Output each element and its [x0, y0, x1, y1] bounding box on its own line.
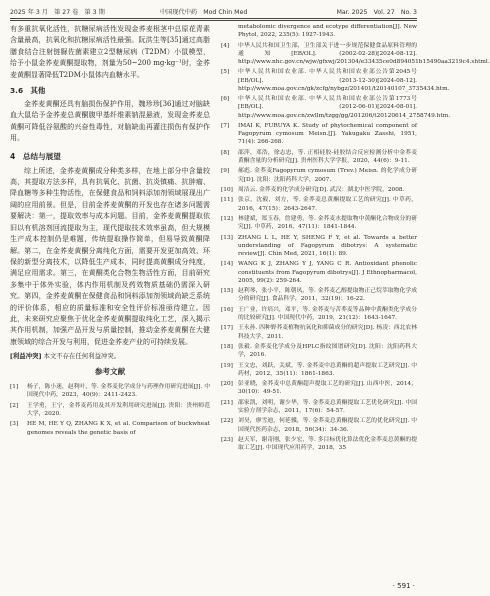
reference-number: [22]	[221, 418, 233, 425]
reference-number: [20]	[221, 381, 233, 388]
reference-number: [13]	[221, 234, 233, 241]
section-heading-3-6: 3.6 其他	[10, 86, 46, 96]
reference-text: 中华人民共和国农业部. 中华人民共和国农业部公告第1773号[EB/OL]. (2012-06-01)[2024-08-01]. http://www.moa.gov.cn/zwllm/tzgg/gg/201206/t20120614_2758749.htm.	[238, 96, 451, 119]
reference-number: [19]	[221, 362, 233, 369]
reference-item	[221, 167, 417, 183]
reference-text: 张毅. 金荞麦化学成分及HPLC指纹图谱研究[D]. 沈阳：沈阳药科大学，2016.	[238, 343, 417, 359]
reference-text: 刘昊，廖雪迪，何延骥，等. 金荞麦总黄酮提取工艺的优化研究[J]. 中国现代医药杂志，2018，56(34)：34-36.	[238, 418, 417, 433]
reference-item	[221, 68, 450, 93]
reference-text: 邵家凯，刘明，谢少华，等. 金荞麦总黄酮提取工艺优化研究[J]. 中国实验方剂学杂志，2011，17(6)：54-57.	[238, 399, 417, 414]
reference-number: [7]	[221, 122, 230, 129]
reference-number: [3]	[10, 421, 19, 428]
reference-number: [12]	[221, 215, 233, 222]
reference-text: 王文忠，刘跃，关斌，等. 金荞麦中总黄酮的超声提取工艺研究[J]. 中药材，2012，35(11)：1861-1863.	[238, 362, 417, 377]
reference-item	[10, 402, 210, 418]
reference-item	[221, 380, 417, 396]
reference-item	[221, 186, 417, 194]
reference-text: 邵萍，邓浩，徐志忠，等. 正相硅胶-硅胶结合反应检测分析中金荞麦黄酮含量的分析研究[J]. 贵州医科大学学报，2020，44(6)：9-11.	[238, 149, 417, 164]
reference-number: [6]	[221, 96, 230, 103]
reference-number: [14]	[221, 261, 233, 268]
reference-text: 中华人民共和国农业部. 中华人民共和国农业部公告第2045号[EB/OL]. (2013-12-30)[2024-08-12]. http://www.moa.gov.cn/gk/zcfg/nybgz/201401/t20140107_3735434.htm.	[238, 69, 450, 92]
reference-item	[10, 420, 210, 436]
reference-item	[221, 417, 417, 433]
reference-number: [10]	[221, 186, 233, 193]
conflict-label: [利益冲突]	[10, 352, 42, 361]
reference-text: 郝彪. 金荞麦Fagopyrum cymosum (Trev.) Meisn. 的化学成分研究[D]. 沈阳：沈阳药科大学，2007.	[238, 168, 417, 183]
references-heading: 参考文献	[94, 367, 126, 377]
header-issue: 2025 年 3 月 第 27 卷 第 3 期	[10, 9, 105, 16]
reference-item	[221, 95, 451, 120]
reference-text: 彭亚晓，金荞麦中总黄酮超声提取工艺的研究[J]. 山西中医，2014，30(10)：49-51.	[238, 381, 417, 396]
reference-text: 王永孙. 四种野荞麦植物抗氧化和抑菌成分的研究[D]. 杨凌：西北农林科技大学，2011.	[238, 325, 417, 340]
reference-item	[221, 234, 417, 259]
reference-text: IMAI K, FURUYA K. Study of phytochemical component of Fagopyrum cymosum Meisn.[J]. Yakugaku Zasshi, 1951, 71(4): 266-268.	[238, 122, 417, 146]
reference-item	[221, 215, 417, 231]
conflict-text: 本文不存在任何利益冲突。	[43, 352, 121, 361]
header-issue-en: Mar. 2025 Vol. 27 No. 3	[336, 9, 417, 16]
section-heading-4: 4 总结与展望	[10, 151, 61, 161]
reference-text: 赵利琴，张小平，陈朝凤，等. 金荞麦乙醇提取物正己烷萃取物化学成分的研究[J]. 食品科学，2011，32(19)：16-22.	[238, 288, 417, 303]
reference-item	[221, 343, 417, 359]
body-paragraph: 金荞麦黄酮还具有脑损伤保护作用，魏珍珍[36]通过对脑缺血大鼠给予金荞麦总黄酮腹甲基纤维素钠混悬液，发现金荞麦总黄酮可降低谷氨酸的兴奋性毒性，对脑缺血再灌注损伤有保护作用。	[10, 100, 210, 143]
reference-text: 周洁云. 金荞麦的化学成分研究[D]. 武汉：湖北中医学院，2008.	[238, 186, 405, 193]
body-paragraph: 有多重抗氧化活性，抗糖尿病活性发现金荞麦根茎中总原花青素含量最高，抗氧化和抗糖尿病活性最强。阮洪生等[35]通过高脂膳食结合注射链脲佐菌素建立2型糖尿病（T2DM）小鼠模型，给予小鼠金荞麦黄酮提取物，剂量为50~200 mg·kg⁻¹时，金荞麦黄酮显著降低T2DM小鼠体内血糖水平。	[10, 25, 210, 79]
reference-item	[221, 260, 417, 285]
reference-text: WANG K J, ZHANG Y J, YANG C R. Antioxidant phenolic constituents from Fagopyrum dibotrys[J]. J Ethnopharmacol, 2005, 99(2): 259-264.	[238, 261, 417, 284]
reference-text: 张京，沈毅，刘方，等. 金荞麦总黄酮提取工艺的研究[J]. 中草药，2016，47(15)：2643-2647.	[238, 197, 417, 212]
reference-item	[221, 436, 417, 452]
left-column	[10, 24, 210, 439]
right-column	[221, 24, 490, 454]
reference-number: [23]	[221, 436, 233, 443]
reference-text: 杨子，陈小迷，赵利叶，等. 金荞麦化学成分与药理作用研究进展[J]. 中国现代中药，2023，40(9)：2411-2423.	[27, 384, 210, 399]
reference-item	[221, 287, 417, 303]
reference-number: [15]	[221, 288, 233, 295]
reference-item	[221, 362, 417, 378]
reference-number: [4]	[221, 42, 230, 49]
reference-number: [5]	[221, 69, 230, 76]
conflict-of-interest	[10, 351, 210, 361]
reference-item	[221, 42, 490, 67]
reference-text: metabolomic divergence and ecotype differentiation[J]. New Phytol, 2022, 235(5): 1927-1943.	[238, 24, 417, 39]
reference-text: HE M, HE Y Q, ZHANG K X, et al. Comparison of buckwheat genomes reveals the genetic basis of	[27, 421, 210, 436]
reference-text: 王广业，许培兴，邓平，等. 金荞麦与苦荞麦等品种中黄酮类化学成分的比较研究[J]. 中国现代中药，2019，21(12)：1643-1647.	[238, 306, 417, 321]
reference-number: [11]	[221, 197, 233, 204]
reference-item	[221, 149, 417, 165]
reference-number: [2]	[10, 402, 19, 409]
reference-text: 王学勇，王宁，金荞麦药用及其开发利用研究进展[J]. 贵阳：贵州师范大学，2020.	[27, 402, 210, 417]
reference-number: [21]	[221, 399, 233, 406]
page-number: · 591 ·	[392, 582, 415, 590]
reference-number: [8]	[221, 149, 230, 156]
reference-continuation	[221, 23, 417, 39]
reference-number: [9]	[221, 168, 230, 175]
reference-text: 赵天军，谢奇刚，张少宏，等. 多目标优化算法优化金荞麦总黄酮的提取工艺[J]. 中国现代应用药学，2018，35	[238, 436, 417, 452]
reference-item	[10, 383, 210, 399]
body-paragraph: 综上所述，金荞麦黄酮成分种类多样，在地上部分中含量较高，其提取方法多样，具有抗氧化、抗菌、抗炎镇痛、抗肿瘤、降血糖等多种生物活性，在保健食品和饲料添加剂领域展现出广阔的应用前景。但是，目前金荞麦黄酮的开发也存在诸多问题需要解决：第一，提取效率与成本问题。目前，金荞麦黄酮提取依旧以有机溶剂回流提取为主，现代提取技术效率虽高，但大规模生产成本控制仍是难题，传统提取操作简单，但易导致黄酮降解。第二，在金荞麦黄酮分离纯化方面，需要开发更加高效、环保的新型分离技术，以降低生产成本，同时提高黄酮成分纯度，满足应用需求。第三，在黄酮类化合物生物活性方面，目前研究多集中于体外实验，体内作用机制及药效物质基础仍需深入研究。第四，金荞麦黄酮在保健食品和饲料添加剂领域尚缺乏系统的评价体系，相应的质量标准和安全性评价标准亟待建立。因此，未来研究应聚焦于优化金荞麦黄酮提取纯化工艺，深入揭示其作用机制，加强产品开发与质量控制，推动金荞麦黄酮在大健康领域的综合开发与利用，促进金荞麦产业的可持续发展。	[10, 166, 210, 346]
reference-text: 中华人民共和国卫生部，卫生部关于进一步规范保健食品原料管理的通知[EB/OL]. (2002-02-28)[2024-08-12]. http://www.nhc.gov.cn/wjw/gfxwj/201304/e33435ce0d894051b15490aa3219c4.shtml.	[238, 42, 490, 65]
header-journal: 中国现代中药 Mod Chin Med	[160, 9, 248, 16]
reference-item	[221, 196, 417, 212]
reference-number: [1]	[10, 384, 19, 391]
reference-text: ZHANG L L, HE Y, SHENG F Y, et al. Towards a better understanding of Fagopyrum dibotrys: A systematic review[J]. Chin Med, 2021, 16(1): 89.	[238, 234, 417, 257]
running-header	[10, 5, 417, 19]
reference-text: 林建斌，郑玉春，詹建勇，等. 金荞麦水提取物中黄酮化合物成分的研究[J]. 中草药，2016，47(11)：1841-1844.	[238, 215, 417, 231]
header-rule-bottom	[10, 20, 417, 21]
reference-number: [17]	[221, 325, 233, 332]
reference-number: [18]	[221, 343, 233, 350]
reference-item	[221, 306, 417, 322]
reference-item	[221, 122, 417, 147]
reference-item	[221, 324, 417, 340]
reference-item	[221, 399, 417, 415]
reference-number: [16]	[221, 306, 233, 313]
